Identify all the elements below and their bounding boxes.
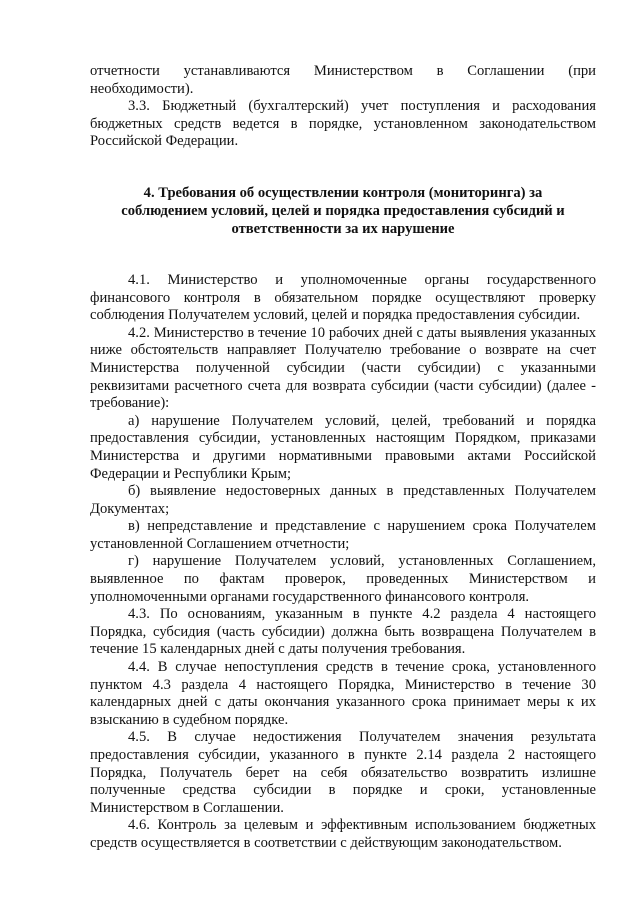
clause-4-6: 4.6. Контроль за целевым и эффективным использованием бюджетных средств осуществляется в соответствии с действующим законодательством. <box>90 817 596 851</box>
clause-4-4: 4.4. В случае непоступления средств в течение срока, установленного пунктом 4.3 раздела 4 настоящего Порядка, Министерство в течение 30 календарных дней с даты окончания указанного срока принимает меры к их взысканию в судебном порядке. <box>90 659 596 728</box>
clause-3-3: 3.3. Бюджетный (бухгалтерский) учет поступления и расходования бюджетных средств ведется в порядке, установленном законодательством Российской Федерации. <box>90 98 596 150</box>
clause-4-5: 4.5. В случае недостижения Получателем значения результата предоставления субсидии, указанного в пункте 2.14 раздела 2 настоящего Порядка, Получатель берет на себя обязательство возвратить излишне полученные средства субсидии в порядке и сроки, установленные Министерством в Соглашении. <box>90 729 596 816</box>
document-page <box>90 63 596 853</box>
clause-4-3: 4.3. По основаниям, указанным в пункте 4.2 раздела 4 настоящего Порядка, субсидия (часть субсидии) должна быть возвращена Получателем в течение 15 календарных дней с даты получения требования. <box>90 606 596 658</box>
clause-4-2: 4.2. Министерство в течение 10 рабочих дней с даты выявления указанных ниже обстоятельств направляет Получателю требование о возврате на счет Министерства полученной субсидии (части субсидии) с указанными реквизитами расчетного счета для возврата субсидии (части субсидии) (далее - требование): <box>90 324 596 412</box>
clause-4-2-b: б) выявление недостоверных данных в представленных Получателем Документах; <box>90 483 596 517</box>
clause-4-2-a: а) нарушение Получателем условий, целей, требований и порядка предоставления субсидии, установленных настоящим Порядком, приказами Министерства и другими нормативными правовыми актами Российской Федерации и Республики Крым; <box>90 412 596 482</box>
intro-continuation: отчетности устанавливаются Министерством в Соглашении (при необходимости). <box>90 63 596 97</box>
clause-4-2-g: г) нарушение Получателем условий, установленных Соглашением, выявленное по фактам проверок, проведенных Министерством и уполномоченными органами государственного финансового контроля. <box>90 553 596 605</box>
section-4-heading: 4. Требования об осуществлении контроля (мониторинга) за соблюдением условий, целей и порядка предоставления субсидий и ответственности за их нарушение <box>121 184 565 237</box>
clause-4-1: 4.1. Министерство и уполномоченные органы государственного финансового контроля в обязательном порядке осуществляют проверку соблюдения Получателем условий, целей и порядка предоставления субсидии. <box>90 271 596 324</box>
clause-4-2-v: в) непредставление и представление с нарушением срока Получателем установленной Соглашением отчетности; <box>90 518 596 552</box>
